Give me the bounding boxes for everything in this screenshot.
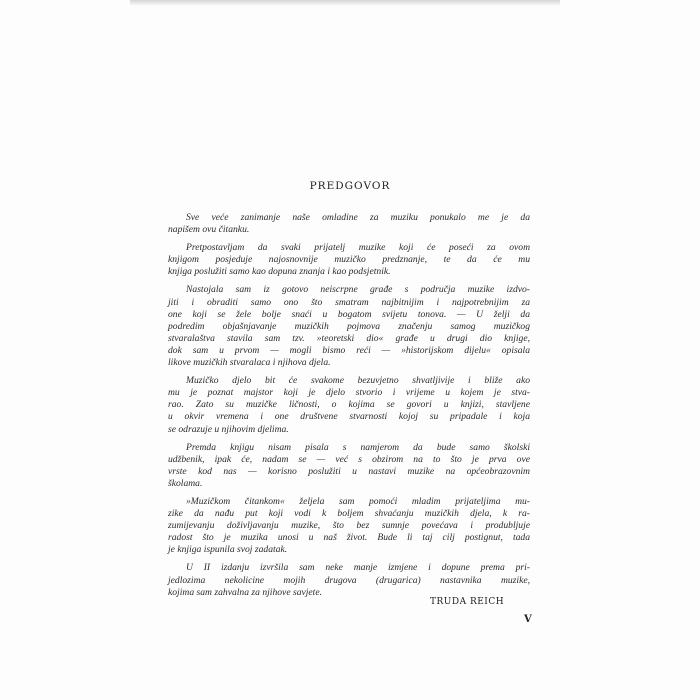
paragraph bbox=[168, 562, 530, 598]
paragraph bbox=[168, 212, 530, 236]
author-signature: TRUDA REICH bbox=[430, 597, 505, 607]
text-line: stvaralaštva stavila sam tzv. »teoretski dio« građe u drugi dio knjige, bbox=[168, 332, 530, 344]
text-line: jiti i obraditi samo ono što smatram najbitnijim i najpotrebnijim za bbox=[168, 296, 530, 308]
page-title: PREDGOVOR bbox=[309, 180, 391, 192]
paragraph bbox=[168, 496, 530, 556]
text-line: Nastojala sam iz gotovo neiscrpne građe s područja muzike izdvo- bbox=[186, 284, 530, 296]
text-line: mu je poznat majstor koji je djelo stvorio i vrijeme u kojem je stva- bbox=[168, 387, 530, 399]
text-line: likove muzičkih stvaralaca i njihova djela. bbox=[168, 357, 331, 369]
text-line: udžbenik, ipak će, nadam se — već s obzirom na to što je prva ove bbox=[168, 453, 530, 465]
text-line: jedlozima nekolicine mojih drugova (drugarica) nastavnika muzike, bbox=[168, 574, 530, 586]
preface-body bbox=[168, 212, 530, 605]
text-line: Muzičko djelo bit će svakome bezuvjetno shvatljivije i bliže ako bbox=[186, 375, 530, 387]
text-line: U II izdanju izvršila sam neke manje izmjene i dopune prema pri- bbox=[186, 562, 530, 574]
paragraph bbox=[168, 442, 530, 490]
text-line: se odrazuje u njihovim djelima. bbox=[168, 423, 289, 435]
text-line: zike da nađu put koji vodi k boljem shvaćanju muzičkih djela, k ra- bbox=[168, 508, 530, 520]
text-line: knjigom posjeduje najosnovnije muzičko predznanje, te da će mu bbox=[168, 254, 530, 266]
text-line: Pretpostavljam da svaki prijatelj muzike koji će poseći za ovom bbox=[186, 242, 530, 254]
text-line: kojima sam zahvalna za njihove savjete. bbox=[168, 586, 323, 598]
text-line: zumijevanju doživljavanju muzike, što bez sumnje povećava i produbljuje bbox=[168, 520, 530, 532]
text-line: knjiga poslužiti samo kao dopuna znanja i kao podsjetnik. bbox=[168, 266, 391, 278]
text-line: one koji se žele bolje snaći u bogatom svijetu tonova. — U želji da bbox=[168, 308, 530, 320]
text-line: Sve veće zanimanje naše omladine za muziku ponukalo me je da bbox=[186, 212, 530, 223]
paragraph bbox=[168, 242, 530, 278]
text-line: podredim objašnjavanje muzičkih pojmova značenju samog muzičkog bbox=[168, 320, 530, 332]
text-line: Premda knjigu nisam pisala s namjerom da bude samo školski bbox=[186, 441, 530, 453]
text-line: napišem ovu čitanku. bbox=[168, 224, 250, 236]
text-line: dok sam u prvom — mogli bismo reći — »historijskom dijelu« opisala bbox=[168, 344, 530, 356]
text-line: školama. bbox=[168, 477, 203, 489]
text-line: u okvir vremena i one društvene stvarnosti kojoj su pripadale i koja bbox=[168, 411, 530, 423]
page-number: V bbox=[524, 614, 532, 625]
scan-shadow bbox=[130, 0, 560, 6]
paragraph bbox=[168, 284, 530, 369]
paragraph bbox=[168, 375, 530, 435]
text-line: radost što je muzika unosi u naš život. Bude li taj cilj postignut, tada bbox=[168, 532, 530, 544]
text-line: »Muzičkom čitankom« željela sam pomoći mladim prijateljima mu- bbox=[186, 495, 530, 507]
text-line: vrste kod nas — korisno poslužiti u nastavi muzike na općeobrazovnim bbox=[168, 465, 530, 477]
text-line: rao. Zato su muzičke ličnosti, o kojima se govori u knjizi, stavljene bbox=[168, 399, 530, 411]
text-line: je knjiga ispunila svoj zadatak. bbox=[168, 544, 288, 556]
